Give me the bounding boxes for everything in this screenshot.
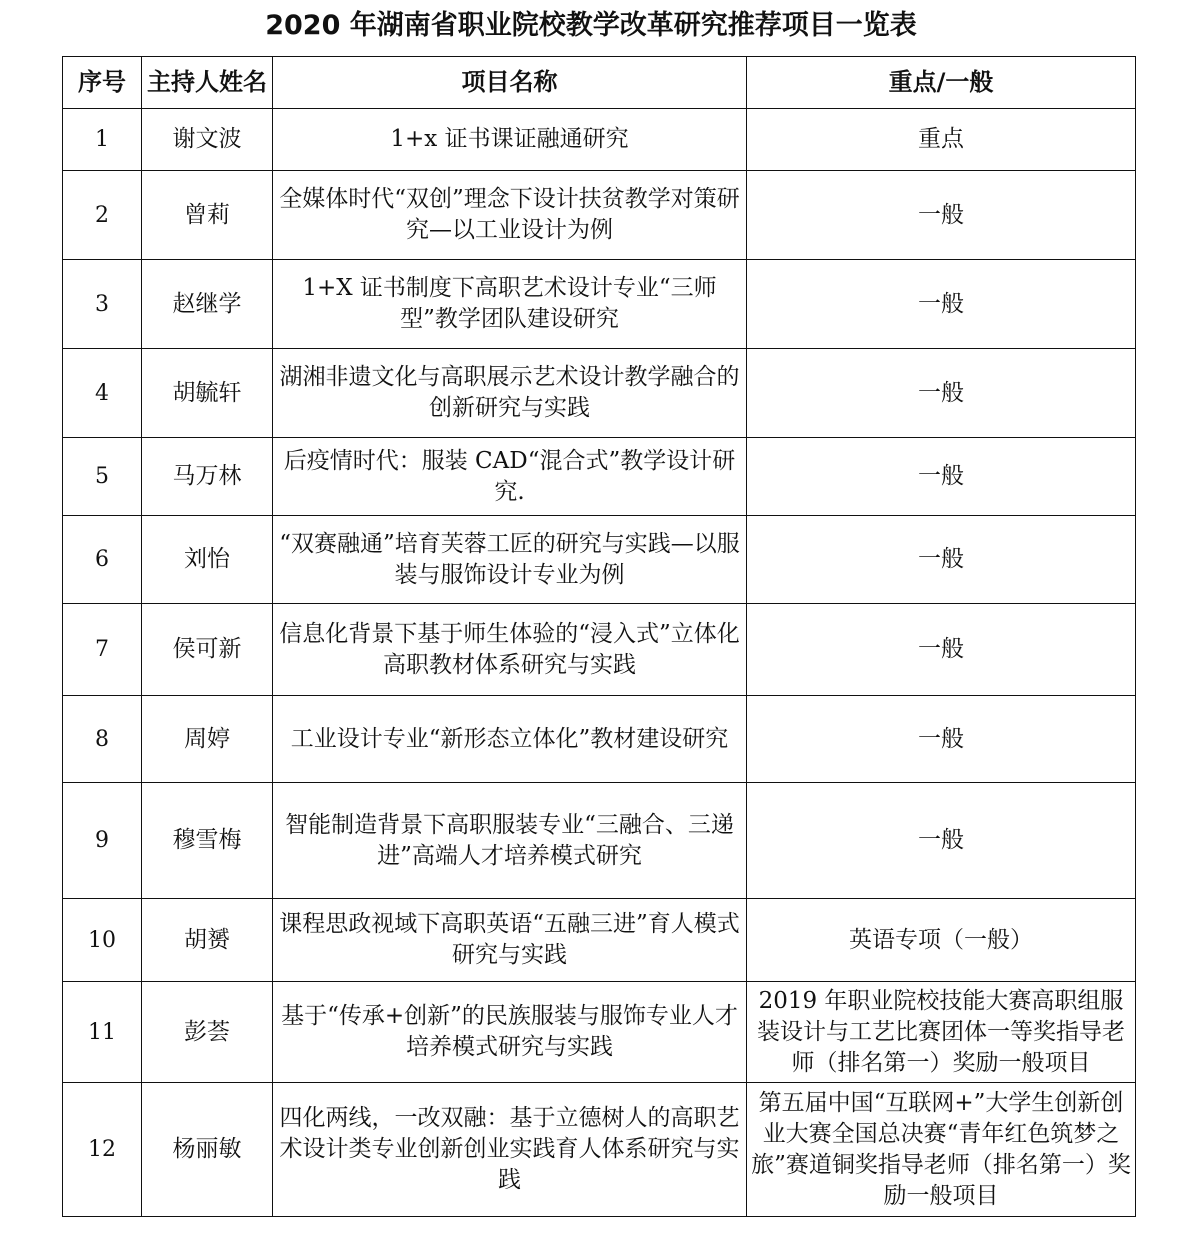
row-project: 四化两线，一改双融：基于立德树人的高职艺术设计类专业创新创业实践育人体系研究与实践: [273, 1083, 747, 1217]
row-project: 1+X 证书制度下高职艺术设计专业“三师型”教学团队建设研究: [273, 260, 747, 349]
row-project: 信息化背景下基于师生体验的“浸入式”立体化高职教材体系研究与实践: [273, 604, 747, 696]
row-level: 一般: [747, 438, 1136, 516]
row-number: 8: [63, 696, 142, 783]
row-level: 一般: [747, 783, 1136, 899]
row-level: 英语专项（一般）: [747, 899, 1136, 982]
header-host-name: 主持人姓名: [142, 57, 273, 109]
row-number: 12: [63, 1083, 142, 1217]
row-project: 工业设计专业“新形态立体化”教材建设研究: [273, 696, 747, 783]
row-level: 一般: [747, 696, 1136, 783]
table-row: [63, 516, 1136, 604]
row-host: 杨丽敏: [142, 1083, 273, 1217]
row-level: 第五届中国“互联网+”大学生创新创业大赛全国总决赛“青年红色筑梦之旅”赛道铜奖指导老师（排名第一）奖励一般项目: [747, 1083, 1136, 1217]
row-host: 谢文波: [142, 109, 273, 171]
row-host: 马万林: [142, 438, 273, 516]
row-number: 6: [63, 516, 142, 604]
row-project: 智能制造背景下高职服装专业“三融合、三递进”高端人才培养模式研究: [273, 783, 747, 899]
table-row: [63, 783, 1136, 899]
row-host: 赵继学: [142, 260, 273, 349]
header-project-name: 项目名称: [273, 57, 747, 109]
row-number: 1: [63, 109, 142, 171]
row-project: 湖湘非遗文化与高职展示艺术设计教学融合的创新研究与实践: [273, 349, 747, 438]
row-level: 一般: [747, 349, 1136, 438]
row-number: 11: [63, 982, 142, 1083]
row-project: 后疫情时代：服装 CAD“混合式”教学设计研究.: [273, 438, 747, 516]
table-row: [63, 982, 1136, 1083]
row-level: 重点: [747, 109, 1136, 171]
row-level: 一般: [747, 604, 1136, 696]
row-number: 4: [63, 349, 142, 438]
row-number: 2: [63, 171, 142, 260]
project-table: [62, 56, 1136, 1217]
row-project: 全媒体时代“双创”理念下设计扶贫教学对策研究—以工业设计为例: [273, 171, 747, 260]
row-project: “双赛融通”培育芙蓉工匠的研究与实践—以服装与服饰设计专业为例: [273, 516, 747, 604]
row-host: 刘怡: [142, 516, 273, 604]
row-project: 1+x 证书课证融通研究: [273, 109, 747, 171]
table-row: [63, 696, 1136, 783]
row-number: 10: [63, 899, 142, 982]
row-number: 9: [63, 783, 142, 899]
table-row: [63, 109, 1136, 171]
table-header-row: [63, 57, 1136, 109]
row-host: 周婷: [142, 696, 273, 783]
row-number: 5: [63, 438, 142, 516]
row-host: 胡赟: [142, 899, 273, 982]
table-row: [63, 899, 1136, 982]
table-row: [63, 604, 1136, 696]
table-row: [63, 260, 1136, 349]
row-level: 一般: [747, 260, 1136, 349]
row-level: 一般: [747, 171, 1136, 260]
table-row: [63, 171, 1136, 260]
row-host: 穆雪梅: [142, 783, 273, 899]
row-host: 侯可新: [142, 604, 273, 696]
header-number: 序号: [63, 57, 142, 109]
row-level: 2019 年职业院校技能大赛高职组服装设计与工艺比赛团体一等奖指导老师（排名第一）奖励一般项目: [747, 982, 1136, 1083]
header-level: 重点/一般: [747, 57, 1136, 109]
row-level: 一般: [747, 516, 1136, 604]
row-project: 课程思政视域下高职英语“五融三进”育人模式研究与实践: [273, 899, 747, 982]
row-project: 基于“传承+创新”的民族服装与服饰专业人才培养模式研究与实践: [273, 982, 747, 1083]
table-row: [63, 438, 1136, 516]
table-row: [63, 1083, 1136, 1217]
table-row: [63, 349, 1136, 438]
row-host: 曾莉: [142, 171, 273, 260]
row-host: 彭荟: [142, 982, 273, 1083]
document-title: 2020 年湖南省职业院校教学改革研究推荐项目一览表: [265, 10, 917, 41]
row-number: 7: [63, 604, 142, 696]
row-host: 胡毓轩: [142, 349, 273, 438]
row-number: 3: [63, 260, 142, 349]
